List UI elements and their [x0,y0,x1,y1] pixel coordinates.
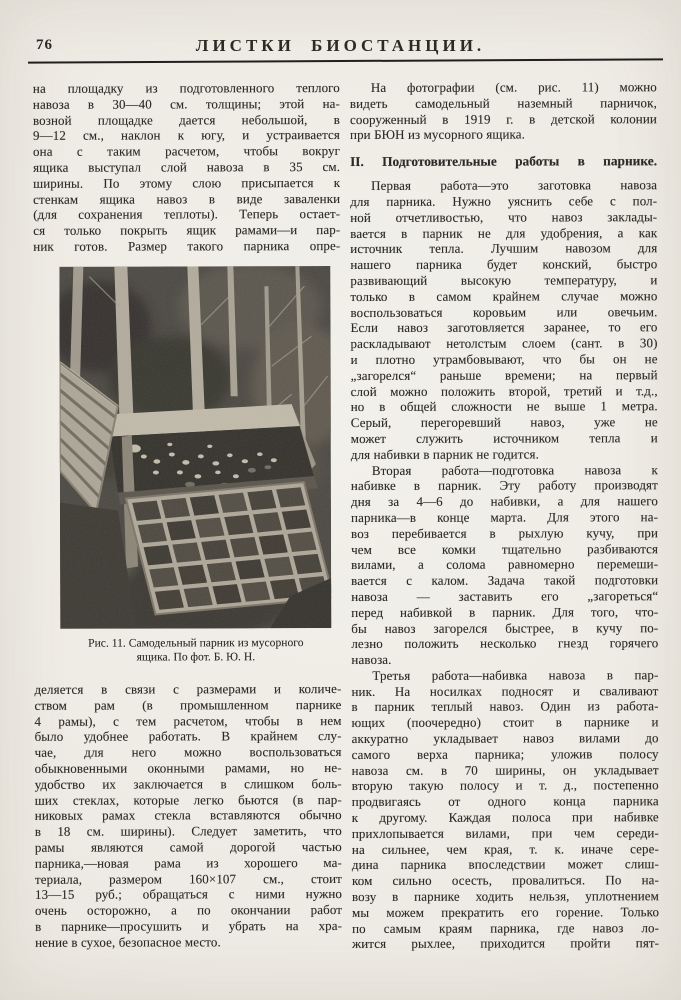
text-line: чем все комки тщательно разбиваются [351,540,659,557]
text-line: набивке в парник. Эту работу производят [350,477,658,494]
caption-line: Рис. 11. Самодельный парник из мусорного [88,635,304,650]
left-column [33,80,342,953]
text-line: но в общей сложности не выше 1 метра. [350,398,658,415]
text-line: Если навоз заготовляется заранее, то его [350,319,658,336]
text-line: ком сильно осесть, провалиться. По на- [351,872,659,889]
text-line: в 18 см. ширины). Следует заметить, что [34,823,342,839]
text-line: ной отчетливостью, что навоз заклады- [350,208,658,225]
text-line: слой можно положить второй, третий и т.д., [350,382,658,399]
text-line: продвигаясь от одного конца парника [351,793,659,810]
text-line: в парнике—просушить и убрать на хра- [35,917,343,934]
text-line: только в самом крайнем случае можно [350,287,658,304]
text-line: бы навоз загорелся быстрее, в кучу по- [351,619,659,636]
text-line: Первая работа—это заготовка навоза [371,177,658,194]
text-line: ющих (поочередно) стоит в парнике и [351,714,659,731]
text-line: дня за 4—6 до набивки, а для нашего [350,493,658,510]
text-line: на площадку из подготовленного теплого [32,80,340,96]
text-line: она с таким расчетом, чтобы вокруг [33,143,341,160]
text-line: жится рыхлее, приходится пройти пят- [352,935,660,952]
text-line: „загорелся“ раньше времени; на первый [350,366,658,383]
text-line: навоза. [351,651,392,668]
text-line: по самым краям парника, где навоз ло- [352,919,660,936]
text-line: чае, для него можно воспользоваться [34,744,342,760]
text-line: возу в парнике ходить нельзя, уплотнением [351,888,660,905]
text-line: и плотно утрамбовывают, что бы он не [350,351,658,367]
text-line: Третья работа—набивка навоза в пар- [372,667,659,683]
text-line: сооруженный в 1919 г. в детской колонии [349,110,657,127]
text-line: видеть самодельный наземный парничок, [349,94,657,111]
text-line: возной площадке дается небольшой, в [32,111,340,128]
text-line: ник. На носилках подносят и сваливают [351,682,659,699]
text-line: Вторая работа—подготовка навоза к [371,461,658,478]
text-line: деляется в связи с размерами и количе- [34,680,342,697]
text-line: нашего парника будет конский, быстро [350,256,658,273]
paragraph [351,667,659,952]
text-line: парника—в конце марта. Для этого на- [350,509,659,525]
text-line: было удобнее работать. В крайнем слу- [34,728,342,745]
section-heading: II. Подготовительные работы в парнике. [350,153,658,170]
text-line: вторую такую полосу и т. д., постепенно [351,777,659,794]
text-line: обыкновенными оконными рамами, но не- [34,759,342,776]
text-line: ширины. По этому слою присыпается к [33,174,341,191]
paragraph [33,80,340,255]
journal-title: ЛИСТКИ БИОСТАНЦИИ. [195,36,486,55]
right-column [350,79,659,952]
text-line: к другому. Каждая полоса при набивке [351,809,659,826]
text-line: прихлопывается вилами, при чем середи- [351,825,659,841]
text-line: рамы являются самой дорогой частью [34,838,342,855]
text-line: 9—12 см., наклон к югу, и устраивается [32,127,341,144]
text-line: может служить источником тепла и [350,430,658,446]
text-line: дина парника впоследствии может слиш- [351,856,659,873]
text-line: никовых рамах стекла вставляются обычно [34,807,342,824]
text-line: перед набивкой в парник. Для того, что- [351,603,659,620]
text-line: ящика выступал слой навоза в 35 см. [33,158,341,175]
paragraph [351,462,659,668]
text-line: в парник теплый навоз. Один из работа- [351,698,659,715]
text-line: вилами, а солома равномерно перемеши- [351,556,659,573]
text-line: 13—15 руб.; обращаться с ними нужно [34,886,343,903]
text-line: навоза см. в 70 ширины, он укладывает [351,761,659,778]
text-line: На фотографии (см. рис. 11) можно [370,79,657,95]
text-line: стенкам ящика навоз в виде заваленки [33,190,341,207]
text-line: на сильнее, чем края, т. к. иначе сере- [351,840,659,857]
text-line: (для сохранения теплоты). Теперь остает- [33,206,341,223]
figure-caption [60,636,331,666]
text-line: мы можем прекратить его горение. Только [352,904,660,920]
text-line: ством рам (в промышленном парнике [34,696,342,713]
text-line: вается в парник не для удобрения, а как [350,224,658,241]
text-line: очень осторожно, а по окончании работ [35,902,343,918]
text-line: удобство их заключается в слишком боль- [34,775,342,792]
text-line: ник готов. Размер такого парника опре- [33,237,341,254]
paragraph [350,79,657,143]
hotbed-photo [59,266,331,629]
text-line: аккуратно укладывает навоз вилами до [351,730,659,747]
text-line: воз перебивается в рыхлую кучу, при [351,524,659,541]
text-line: лезно положить несколько гнезд горячего [351,635,659,652]
text-line: для набивки в парник не годится. [350,446,539,462]
text-line: ших стеклах, которые легко бьются (в пар- [34,791,342,808]
text-line: вается с калом. Задача такой подготовки [351,572,659,589]
caption-line: ящика. По фот. Б. Ю. Н. [136,650,256,664]
text-line: парника,—новая рама из хорошего ма- [34,854,342,871]
text-line: 4 рамы), с тем расчетом, чтобы в нем [34,712,342,729]
page-number: 76 [36,37,53,53]
header-rule [28,58,663,64]
text-columns [33,79,659,953]
paragraph [350,177,658,462]
text-line: развивающий высокую температуру, и [350,272,658,288]
text-line: самого верха парника; уложив полосу [351,746,659,762]
text-line: нение в сухое, безопасное место. [35,934,221,950]
text-line: териала, размером 160×107 см., стоит [34,870,342,887]
text-line: воспользоваться коровьим или овечьим. [350,303,658,320]
text-line: навоза в 30—40 см. толщины; этой на- [32,95,340,112]
text-line: источник тепла. Лучшим навозом для [350,240,658,257]
paragraph [34,681,342,950]
text-line: при БЮН из мусорного ящика. [349,126,526,143]
text-line: ся только покрыть ящик рамами—и пар- [33,222,341,238]
text-line: Серый, перегоревший навоз, уже не [350,414,658,431]
text-line: раскладывают нетолстым слоем (сант. в 30) [350,335,658,352]
text-line: навоза — заставить его „загореться“ [351,588,659,604]
text-line: для парника. Нужно уяснить себе с пол- [350,193,658,209]
figure-11 [59,266,331,666]
